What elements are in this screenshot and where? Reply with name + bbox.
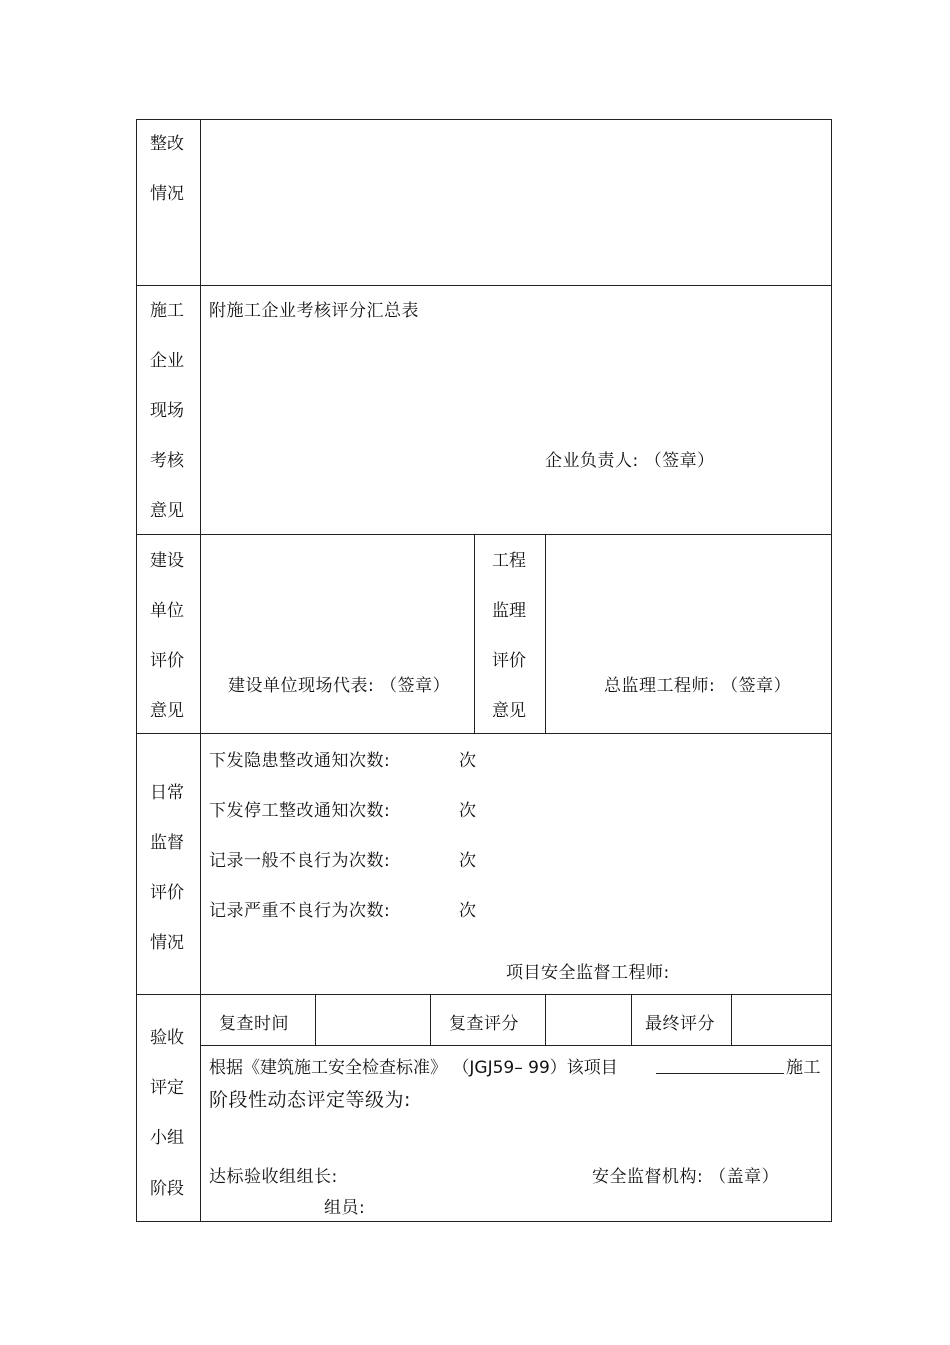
label-line: 工程 <box>492 551 526 571</box>
daily-item-unit: 次 <box>459 901 477 921</box>
label-line: 现场 <box>150 401 184 421</box>
label-line: 考核 <box>150 451 184 471</box>
label-line: 情况 <box>150 184 184 204</box>
label-line: 验收 <box>150 1028 184 1048</box>
daily-item-unit: 次 <box>459 801 477 821</box>
column-divider <box>631 994 632 1045</box>
column-divider <box>315 994 316 1045</box>
column-divider <box>731 994 732 1045</box>
standard-reference-suffix: 施工 <box>786 1058 821 1078</box>
label-line: 小组 <box>150 1128 184 1148</box>
label-line: 意见 <box>150 501 184 521</box>
label-line: 阶段 <box>150 1179 184 1199</box>
label-line: 评价 <box>492 651 526 671</box>
project-name-blank <box>656 1073 784 1074</box>
enterprise-signature: 企业负责人: （签章） <box>545 451 715 471</box>
label-line: 评定 <box>150 1078 184 1098</box>
acceptance-leader-signature: 达标验收组组长: <box>209 1167 338 1187</box>
grade-line: 阶段性动态评定等级为: <box>209 1089 411 1111</box>
label-line: 情况 <box>150 933 184 953</box>
label-line: 企业 <box>150 351 184 371</box>
label-line: 意见 <box>150 701 184 721</box>
acceptance-member-signature: 组员: <box>324 1198 366 1218</box>
supervision-signature: 总监理工程师: （签章） <box>604 676 792 696</box>
standard-reference-line: 根据《建筑施工安全检查标准》 （JGJ59– 99）该项目 <box>209 1058 618 1078</box>
daily-engineer-signature: 项目安全监督工程师: <box>506 963 670 983</box>
row-divider <box>136 285 832 286</box>
final-score-header: 最终评分 <box>645 1014 715 1034</box>
label-line: 日常 <box>150 783 184 803</box>
label-line: 施工 <box>150 301 184 321</box>
daily-item-label: 下发停工整改通知次数: <box>209 801 391 821</box>
label-line: 评价 <box>150 651 184 671</box>
column-divider <box>545 534 546 733</box>
label-line: 监理 <box>492 601 526 621</box>
enterprise-attachment-note: 附施工企业考核评分汇总表 <box>209 301 419 321</box>
daily-item-unit: 次 <box>459 751 477 771</box>
row-divider <box>136 994 832 995</box>
row-divider <box>136 733 832 734</box>
row-divider <box>136 534 832 535</box>
owner-signature: 建设单位现场代表: （签章） <box>228 676 451 696</box>
label-line: 单位 <box>150 601 184 621</box>
label-line: 监督 <box>150 833 184 853</box>
daily-item-label: 下发隐患整改通知次数: <box>209 751 391 771</box>
review-time-header: 复查时间 <box>219 1014 289 1034</box>
label-line: 建设 <box>150 551 184 571</box>
review-score-header: 复查评分 <box>449 1014 519 1034</box>
daily-item-unit: 次 <box>459 851 477 871</box>
column-divider <box>545 994 546 1045</box>
label-column-divider <box>200 119 201 1222</box>
column-divider <box>474 534 475 733</box>
daily-item-label: 记录一般不良行为次数: <box>209 851 391 871</box>
row-divider <box>201 1045 832 1046</box>
supervision-agency-seal: 安全监督机构: （盖章） <box>592 1167 780 1187</box>
label-line: 意见 <box>492 701 526 721</box>
label-line: 整改 <box>150 134 184 154</box>
label-line: 评价 <box>150 883 184 903</box>
daily-item-label: 记录严重不良行为次数: <box>209 901 391 921</box>
column-divider <box>430 994 431 1045</box>
